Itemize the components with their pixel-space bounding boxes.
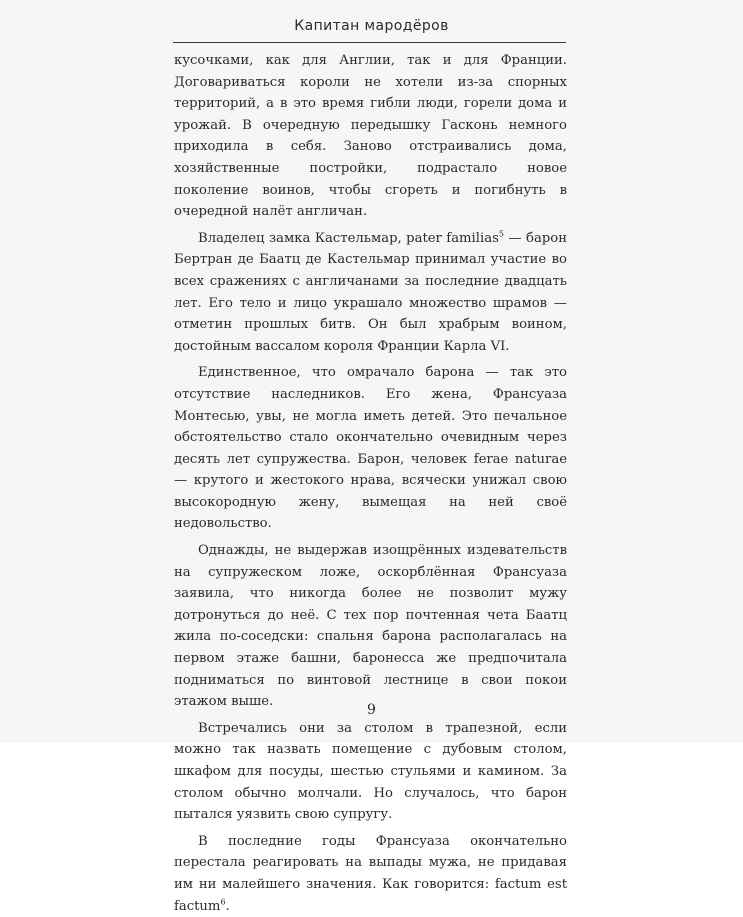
paragraph-text: — барон Бертран де Баатц де Кастельмар принимал участие во всех сражениях с англичанами за последние двадцать лет. Его тело и лицо украшало множество шрамов — отметин прошлых битв. Он был храбрым воином, достойным вассалом короля Франции Карла VI. — [174, 230, 567, 354]
paragraph-continuation: кусочками, как для Англии, так и для Франции. Договариваться короли не хотели из-за спорных территорий, а в это время гибли люди, горели дома и урожай. В очередную передышку Гасконь немного приходила в себя. Заново отстраивались дома, хозяйственные постройки, подрастало новое поколение воинов, чтобы сгореть и погибнуть в очередной налёт англичан. — [174, 53, 567, 220]
footnote-marker: 6 — [220, 897, 226, 907]
paragraph-dining-hall: Встречались они за столом в трапезной, если можно так назвать помещение с дубовым столом, шкафом для посуды, шестью стульями и камином. За столом обычно молчали. Но случалось, что барон пытался уязвить свою супругу. — [174, 720, 567, 823]
footnote-marker: 5 — [498, 229, 504, 239]
page-number: 9 — [367, 702, 376, 718]
body-text — [174, 50, 567, 917]
paragraph-heirs: Единственное, что омрачало барона — так это отсутствие наследников. Его жена, Франсуаза Монтесью, увы, не могла иметь детей. Это печальное обстоятельство стало окончательно очевидным через десять лет супружества. Барон, человек ferae naturae — крутого и жестокого нрава, всячески унижал свою высокородную жену, вымещая на ней своё недовольство. — [174, 365, 567, 532]
paragraph-text: Владелец замка Кастельмар, pater familias — [198, 230, 499, 246]
paragraph-text: В последние годы Франсуаза окончательно перестала реагировать на выпады мужа, не придавая им ни малейшего значения. Как говорится: factum est factum — [174, 833, 567, 914]
paragraph-last-years — [174, 831, 567, 917]
header-rule — [173, 42, 566, 43]
paragraph-baron-intro — [174, 228, 567, 358]
running-title: Капитан мародёров — [294, 18, 449, 34]
paragraph-separation: Однажды, не выдержав изощрённых издевательств на супружеском ложе, оскорблённая Франсуаза заявила, что никогда более не позволит мужу дотронуться до неё. С тех пор почтенная чета Баатц жила по-соседски: спальня барона располагалась на первом этаже башни, баронесса же предпочитала подниматься по винтовой лестнице в свои покои этажом выше. — [174, 543, 567, 710]
paragraph-text: . — [225, 898, 230, 914]
